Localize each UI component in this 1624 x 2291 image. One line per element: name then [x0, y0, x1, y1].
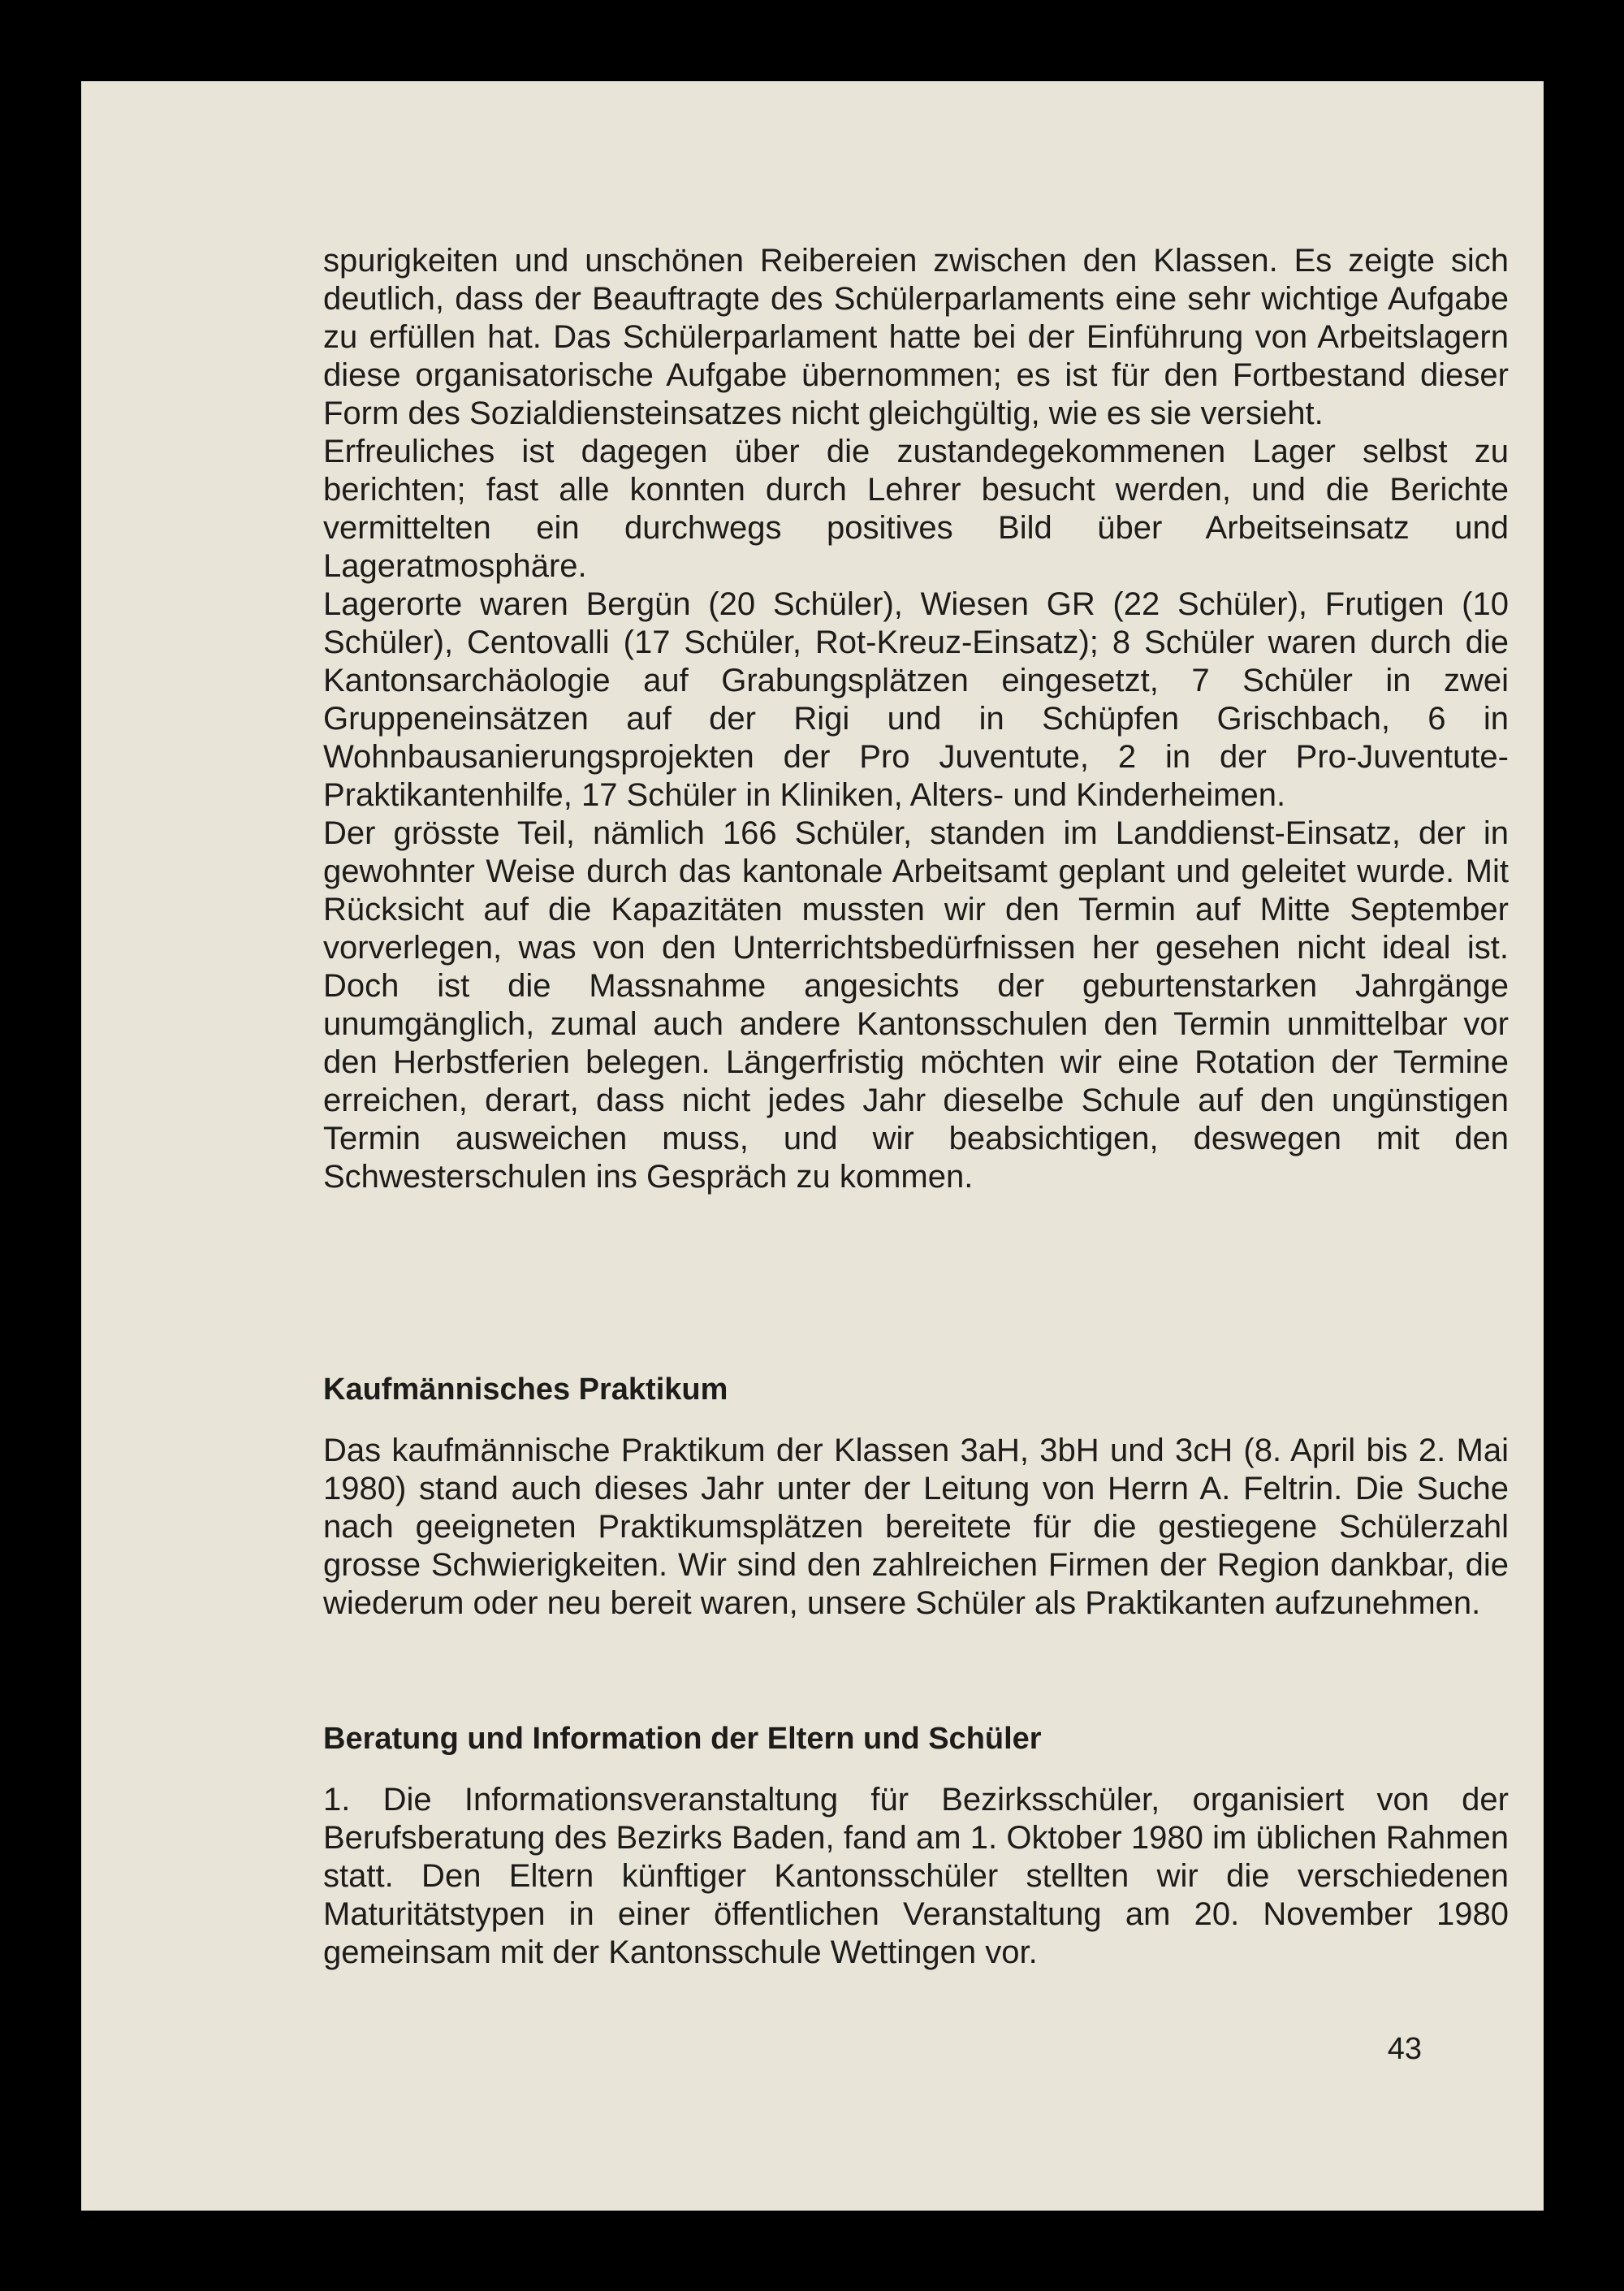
beratung-section	[323, 1781, 1509, 1972]
paragraph: 1. Die Informationsveranstaltung für Bezirksschüler, organisiert von der Berufsberatung des Bezirks Baden, fand am 1. Oktober 1980 im üblichen Rahmen statt. Den Eltern künftiger Kantonsschüler stellten wir die verschiedenen Maturitätstypen in einer öffentlichen Veranstaltung am 20. November 1980 gemeinsam mit der Kantonsschule Wettingen vor.	[323, 1782, 1509, 1970]
intro-section	[323, 242, 1509, 1196]
page-number: 43	[1387, 2032, 1422, 2066]
paragraph: Das kaufmännische Praktikum der Klassen 3aH, 3bH und 3cH (8. April bis 2. Mai 1980) stand auch dieses Jahr unter der Leitung von Herrn A. Feltrin. Die Suche nach geeigneten Praktikumsplätzen bereitete für die gestiegene Schülerzahl grosse Schwierigkeiten. Wir sind den zahlreichen Firmen der Region dankbar, die wiederum oder neu bereit waren, unsere Schüler als Praktikanten aufzunehmen.	[323, 1433, 1509, 1621]
kaufmaennisch-section	[323, 1432, 1509, 1623]
paragraph: Lagerorte waren Bergün (20 Schüler), Wiesen GR (22 Schüler), Frutigen (10 Schüler), Centovalli (17 Schüler, Rot-Kreuz-Einsatz); 8 Schüler waren durch die Kantonsarchäologie auf Grabungsplätzen eingesetzt, 7 Schüler in zwei Gruppeneinsätzen auf der Rigi und in Schüpfen Grischbach, 6 in Wohnbausanierungsprojekten der Pro Juventute, 2 in der Pro-Juventute-Praktikantenhilfe, 17 Schüler in Kliniken, Alters- und Kinderheimen.	[323, 586, 1509, 813]
section-heading-beratung: Beratung und Information der Eltern und Schüler	[323, 1722, 1042, 1756]
paragraph: spurigkeiten und unschönen Reibereien zwischen den Klassen. Es zeigte sich deutlich, dass der Beauftragte des Schülerparlaments eine sehr wichtige Aufgabe zu erfüllen hat. Das Schülerparlament hatte bei der Einführung von Arbeitslagern diese organisatorische Aufgabe übernommen; es ist für den Fortbestand dieser Form des Sozialdiensteinsatzes nicht gleichgültig, wie es sie versieht.	[323, 243, 1509, 431]
document-page	[81, 81, 1544, 2211]
section-heading-kaufmaennisches-praktikum: Kaufmännisches Praktikum	[323, 1372, 728, 1407]
paragraph: Der grösste Teil, nämlich 166 Schüler, standen im Landdienst-Einsatz, der in gewohnter Weise durch das kantonale Arbeitsamt geplant und geleitet wurde. Mit Rücksicht auf die Kapazitäten mussten wir den Termin auf Mitte September vorverlegen, was von den Unterrichtsbedürfnissen her gesehen nicht ideal ist. Doch ist die Massnahme angesichts der geburtenstarken Jahrgänge unumgänglich, zumal auch andere Kantonsschulen den Termin unmittelbar vor den Herbstferien belegen. Längerfristig möchten wir eine Rotation der Termine erreichen, derart, dass nicht jedes Jahr dieselbe Schule auf den ungünstigen Termin ausweichen muss, und wir beabsichtigen, deswegen mit den Schwesterschulen ins Gespräch zu kommen.	[323, 815, 1509, 1195]
paragraph: Erfreuliches ist dagegen über die zustandegekommenen Lager selbst zu berichten; fast alle konnten durch Lehrer besucht werden, und die Berichte vermittelten ein durchwegs positives Bild über Arbeitseinsatz und Lageratmosphäre.	[323, 434, 1509, 584]
